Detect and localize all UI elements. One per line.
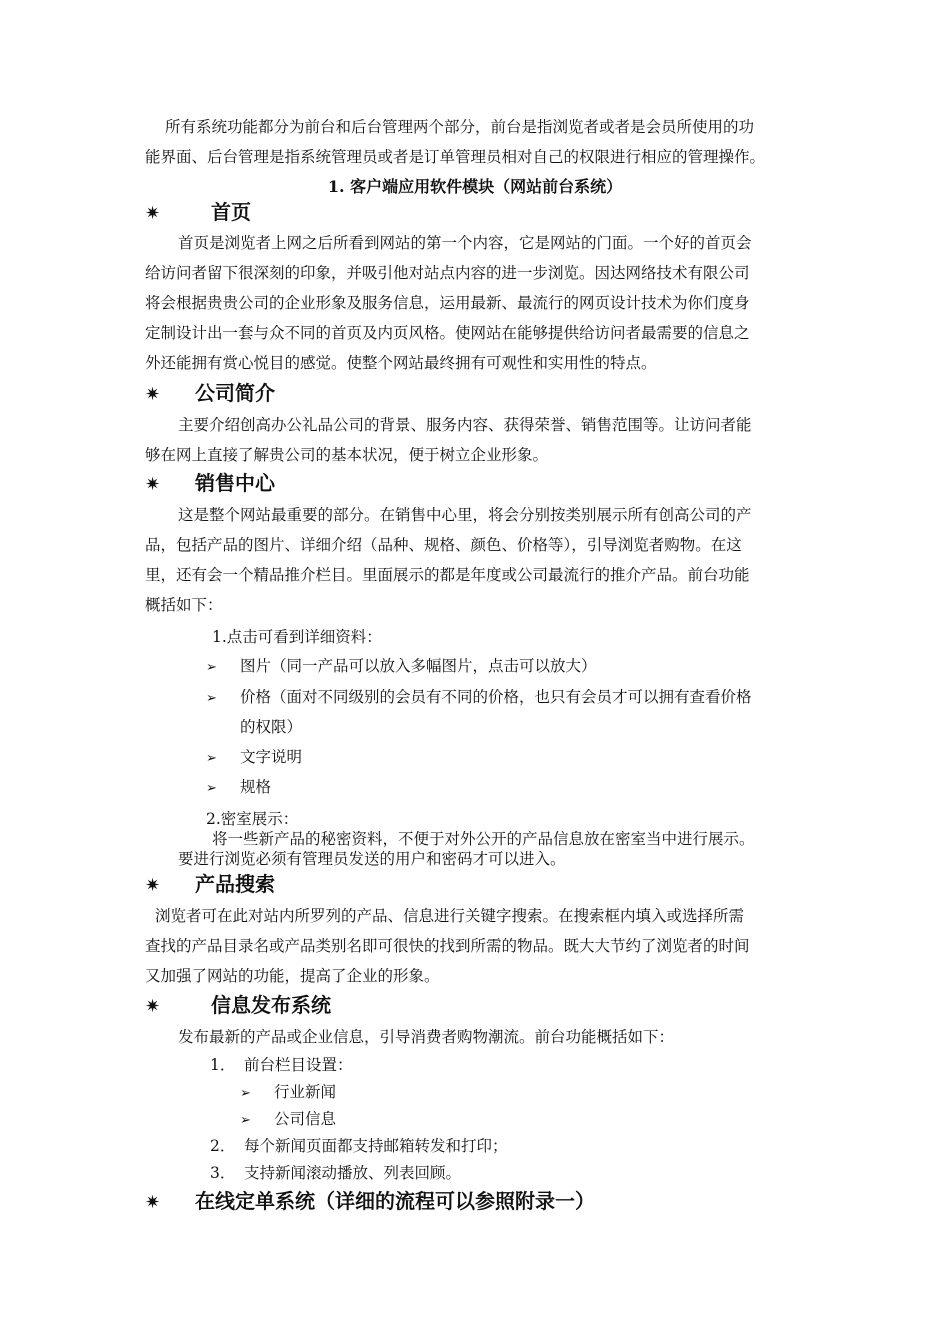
sales-bullet-price-cont: 的权限） <box>240 718 303 736</box>
sales-bullet-spec: ➢ 规格 <box>206 772 271 804</box>
star-bullet-icon: ✷ <box>145 1192 161 1213</box>
intro-line-2: 能界面、后台管理是指系统管理员或者是订单管理员相对自己的权限进行相应的管理操作。 <box>145 148 766 166</box>
section-heading-sales <box>145 468 275 500</box>
sales-bullet-text: ➢ 文字说明 <box>206 742 302 774</box>
sales-sub-2: 2.密室展示： <box>206 810 299 828</box>
arrow-bullet-icon: ➢ <box>240 1086 251 1101</box>
home-line-3: 将会根据贵贵公司的企业形象及服务信息，运用最新、最流行的网页设计技术为你们度身 <box>145 294 750 312</box>
arrow-bullet-icon: ➢ <box>240 1113 251 1128</box>
section-heading-home <box>145 197 251 229</box>
home-line-4: 定制设计出一套与众不同的首页及内页风格。使网站在能够提供给访问者最需要的信息之 <box>145 324 750 342</box>
news-item-3: 3． 支持新闻滚动播放、列表回顾。 <box>210 1164 462 1182</box>
section-heading-search <box>145 869 275 901</box>
search-line-1: 浏览者可在此对站内所罗列的产品、信息进行关键字搜索。在搜索框内填入或选择所需 <box>155 907 745 925</box>
search-line-3: 又加强了网站的功能，提高了企业的形象。 <box>145 967 440 985</box>
news-item-1: 1． 前台栏目设置： <box>210 1056 353 1074</box>
news-item-2: 2． 每个新闻页面都支持邮箱转发和打印； <box>210 1137 508 1155</box>
arrow-bullet-icon: ➢ <box>206 691 217 706</box>
search-line-2: 查找的产品目录名或产品类别名即可很快的找到所需的物品。既大大节约了浏览者的时间 <box>145 937 750 955</box>
news-bullet-industry: ➢ 行业新闻 <box>240 1077 336 1109</box>
star-bullet-icon: ✷ <box>145 384 161 405</box>
star-bullet-icon: ✷ <box>145 875 161 896</box>
heading-text: 首页 <box>211 200 251 224</box>
home-line-5: 外还能拥有赏心悦目的感觉。使整个网站最终拥有可观性和实用性的特点。 <box>145 354 657 372</box>
section-heading-news <box>145 990 331 1022</box>
intro-line-1: 所有系统功能都分为前台和后台管理两个部分，前台是指浏览者或者是会员所使用的功 <box>165 118 755 136</box>
heading-text: 公司简介 <box>195 381 275 405</box>
sales-line-1: 这是整个网站最重要的部分。在销售中心里，将会分别按类别展示所有创高公司的产 <box>178 506 752 524</box>
sales-line-3: 里，还有会一个精品推介栏目。里面展示的都是年度或公司最流行的推介产品。前台功能 <box>145 566 750 584</box>
star-bullet-icon: ✷ <box>145 996 161 1017</box>
star-bullet-icon: ✷ <box>145 474 161 495</box>
sales-bullet-price: ➢ 价格（面对不同级别的会员有不同的价格，也只有会员才可以拥有查看价格 <box>206 682 752 714</box>
module-title: 1. 客户端应用软件模块（网站前台系统） <box>327 177 623 196</box>
heading-text: 产品搜索 <box>195 872 275 896</box>
star-bullet-icon: ✷ <box>145 203 161 224</box>
arrow-bullet-icon: ➢ <box>206 660 217 675</box>
home-line-2: 给访问者留下很深刻的印象，并吸引他对站点内容的进一步浏览。因达网络技术有限公司 <box>145 264 750 282</box>
sales-sub-1: 1.点击可看到详细资料： <box>212 628 382 646</box>
news-line-1: 发布最新的产品或企业信息，引导消费者购物潮流。前台功能概括如下： <box>178 1028 675 1046</box>
sales-line-2: 品，包括产品的图片、详细介绍（品种、规格、颜色、价格等），引导浏览者购物。在这 <box>145 536 742 554</box>
section-heading-company <box>145 378 275 410</box>
company-line-2: 够在网上直接了解贵公司的基本状况，便于树立企业形象。 <box>145 446 549 464</box>
arrow-bullet-icon: ➢ <box>206 781 217 796</box>
company-line-1: 主要介绍创高办公礼品公司的背景、服务内容、获得荣誉、销售范围等。让访问者能 <box>178 416 752 434</box>
sales-line-4: 概括如下： <box>145 596 223 614</box>
secret-line-2: 要进行浏览必须有管理员发送的用户和密码才可以进入。 <box>178 850 566 868</box>
news-bullet-company: ➢ 公司信息 <box>240 1104 336 1136</box>
heading-text: 信息发布系统 <box>211 993 331 1017</box>
home-line-1: 首页是浏览者上网之后所看到网站的第一个内容，它是网站的门面。一个好的首页会 <box>178 234 752 252</box>
arrow-bullet-icon: ➢ <box>206 751 217 766</box>
sales-bullet-pictures: ➢ 图片（同一产品可以放入多幅图片，点击可以放大） <box>206 651 597 683</box>
section-heading-order <box>145 1186 595 1218</box>
heading-text: 在线定单系统（详细的流程可以参照附录一） <box>195 1189 595 1213</box>
secret-line-1: 将一些新产品的秘密资料，不便于对外公开的产品信息放在密室当中进行展示。 <box>212 830 755 848</box>
heading-text: 销售中心 <box>195 471 275 495</box>
